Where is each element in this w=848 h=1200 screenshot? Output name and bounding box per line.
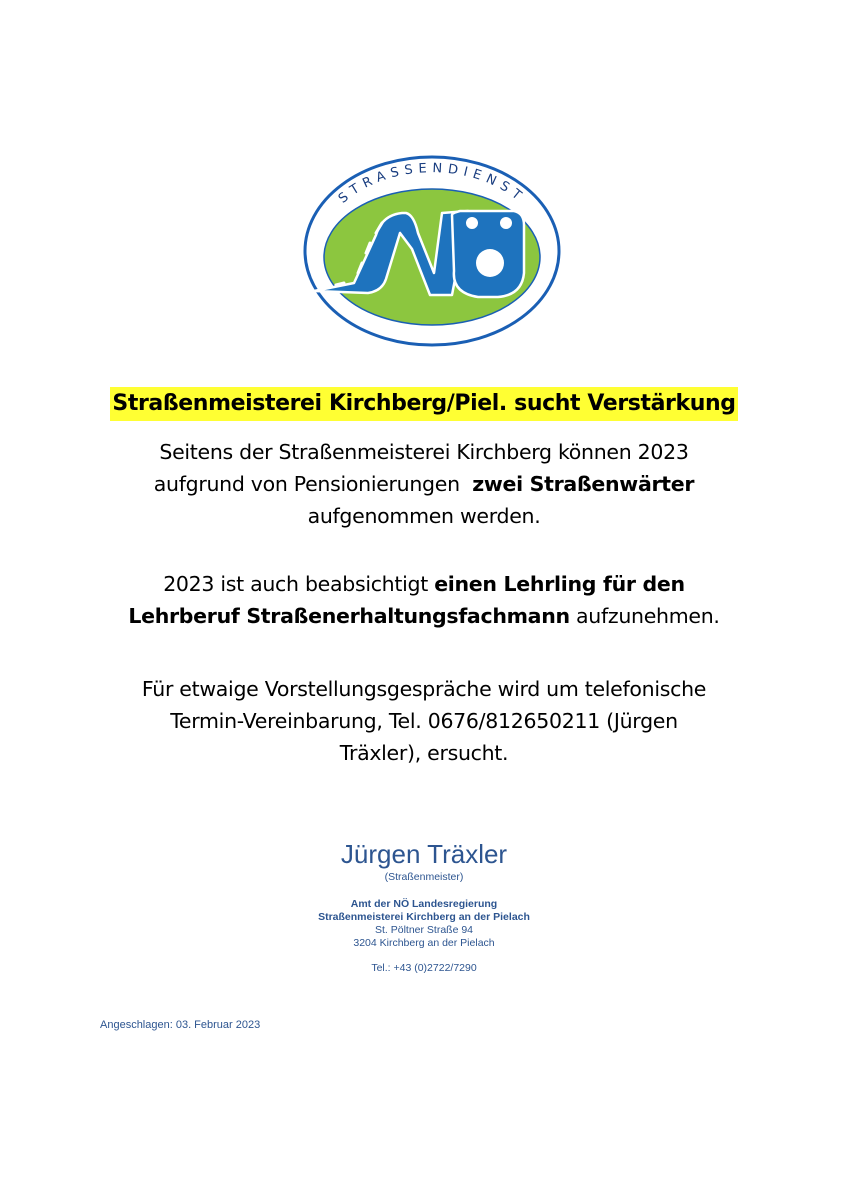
- signature-telephone: Tel.: +43 (0)2722/7290: [371, 962, 477, 974]
- logo-arc-text: STRASSENDIENST: [335, 161, 529, 207]
- paragraph-contact: [60, 673, 788, 769]
- signature-address-line2: 3204 Kirchberg an der Pielach: [353, 937, 495, 949]
- paragraph-apprentice: [60, 568, 788, 632]
- headline: Straßenmeisterei Kirchberg/Piel. sucht Verstärkung: [110, 387, 737, 421]
- p2-line1-normal: 2023 ist auch beabsichtigt: [163, 572, 428, 596]
- p2-line2-bold: Lehrberuf Straßenerhaltungsfachmann: [128, 604, 570, 628]
- signature-address-line1: St. Pöltner Straße 94: [374, 924, 474, 936]
- logo-o-umlaut: [452, 211, 524, 297]
- headline-wrapper: [0, 387, 848, 421]
- p1-line2-bold: zwei Straßenwärter: [472, 472, 695, 496]
- signature-role: (Straßenmeister): [384, 871, 464, 883]
- signature-org-line2: Straßenmeisterei Kirchberg an der Pielach: [318, 911, 530, 923]
- p1-line3: aufgenommen werden.: [307, 504, 541, 528]
- p2-line2-normal: aufzunehmen.: [576, 604, 720, 628]
- signature-name: Jürgen Träxler: [340, 839, 508, 869]
- p3-line3: Träxler), ersucht.: [339, 741, 509, 765]
- p3-line1: Für etwaige Vorstellungsgespräche wird um telefonische: [141, 677, 707, 701]
- signature-org-line1: Amt der NÖ Landesregierung: [350, 898, 498, 910]
- p2-line1-bold: einen Lehrling für den: [434, 572, 685, 596]
- strassendienst-noe-logo: [302, 153, 562, 349]
- p1-line2-normal: aufgrund von Pensionierungen: [153, 472, 460, 496]
- p1-line1: Seitens der Straßenmeisterei Kirchberg können 2023: [159, 440, 689, 464]
- paragraph-positions: [60, 436, 788, 532]
- p3-line2: Termin-Vereinbarung, Tel. 0676/812650211 (Jürgen: [170, 709, 678, 733]
- posted-date: Angeschlagen: 03. Februar 2023: [100, 1019, 261, 1031]
